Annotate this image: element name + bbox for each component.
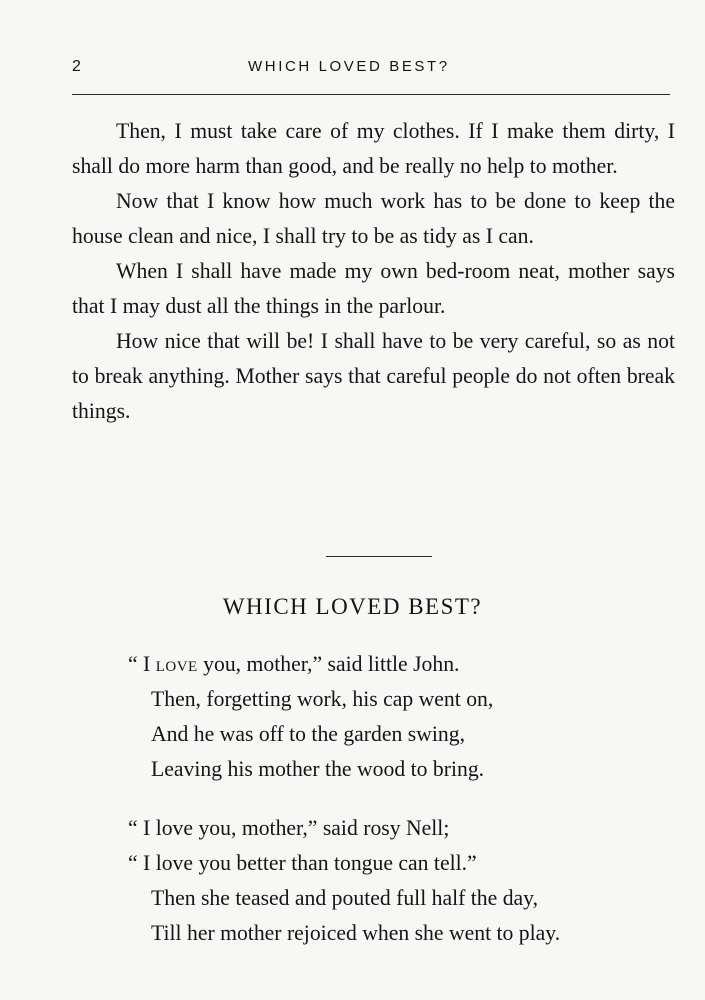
paragraph: Now that I know how much work has to be done to keep the house clean and nice, I shall try to be as tidy as I can.: [72, 189, 675, 248]
poem-title: WHICH LOVED BEST?: [222, 594, 483, 619]
paragraph: Then, I must take care of my clothes. If I make them dirty, I shall do more harm than good, and be really no help to mother.: [72, 119, 675, 178]
poem-line: “ I love you, mother,” said rosy Nell;: [128, 816, 450, 840]
page-number: 2: [72, 58, 82, 75]
poem-stanza: [128, 647, 493, 787]
poem-line: Till her mother rejoiced when she went to play.: [151, 921, 561, 945]
poem-line-rest: you, mother,” said little John.: [197, 652, 460, 676]
poem-line: Then she teased and pouted full half the day,: [151, 886, 539, 910]
poem-line: [128, 647, 493, 682]
section-divider: [326, 556, 432, 557]
prose-body: [72, 114, 675, 429]
page-header: [72, 56, 670, 80]
running-title: WHICH LOVED BEST?: [248, 58, 450, 75]
header-rule: [72, 94, 670, 95]
poem-line-open: “ I: [128, 652, 156, 676]
poem-line: Leaving his mother the wood to bring.: [151, 757, 485, 781]
poem-line: “ I love you better than tongue can tell.”: [128, 851, 477, 875]
paragraph: How nice that will be! I shall have to be very careful, so as not to break anything. Mother says that careful people do not often break things.: [72, 329, 675, 423]
poem-stanza: [128, 811, 560, 951]
poem-line: And he was off to the garden swing,: [151, 722, 466, 746]
poem-line: Then, forgetting work, his cap went on,: [151, 687, 494, 711]
paragraph: When I shall have made my own bed-room neat, mother says that I may dust all the things in the parlour.: [72, 259, 675, 318]
poem-line-smallcaps: love: [155, 652, 198, 676]
